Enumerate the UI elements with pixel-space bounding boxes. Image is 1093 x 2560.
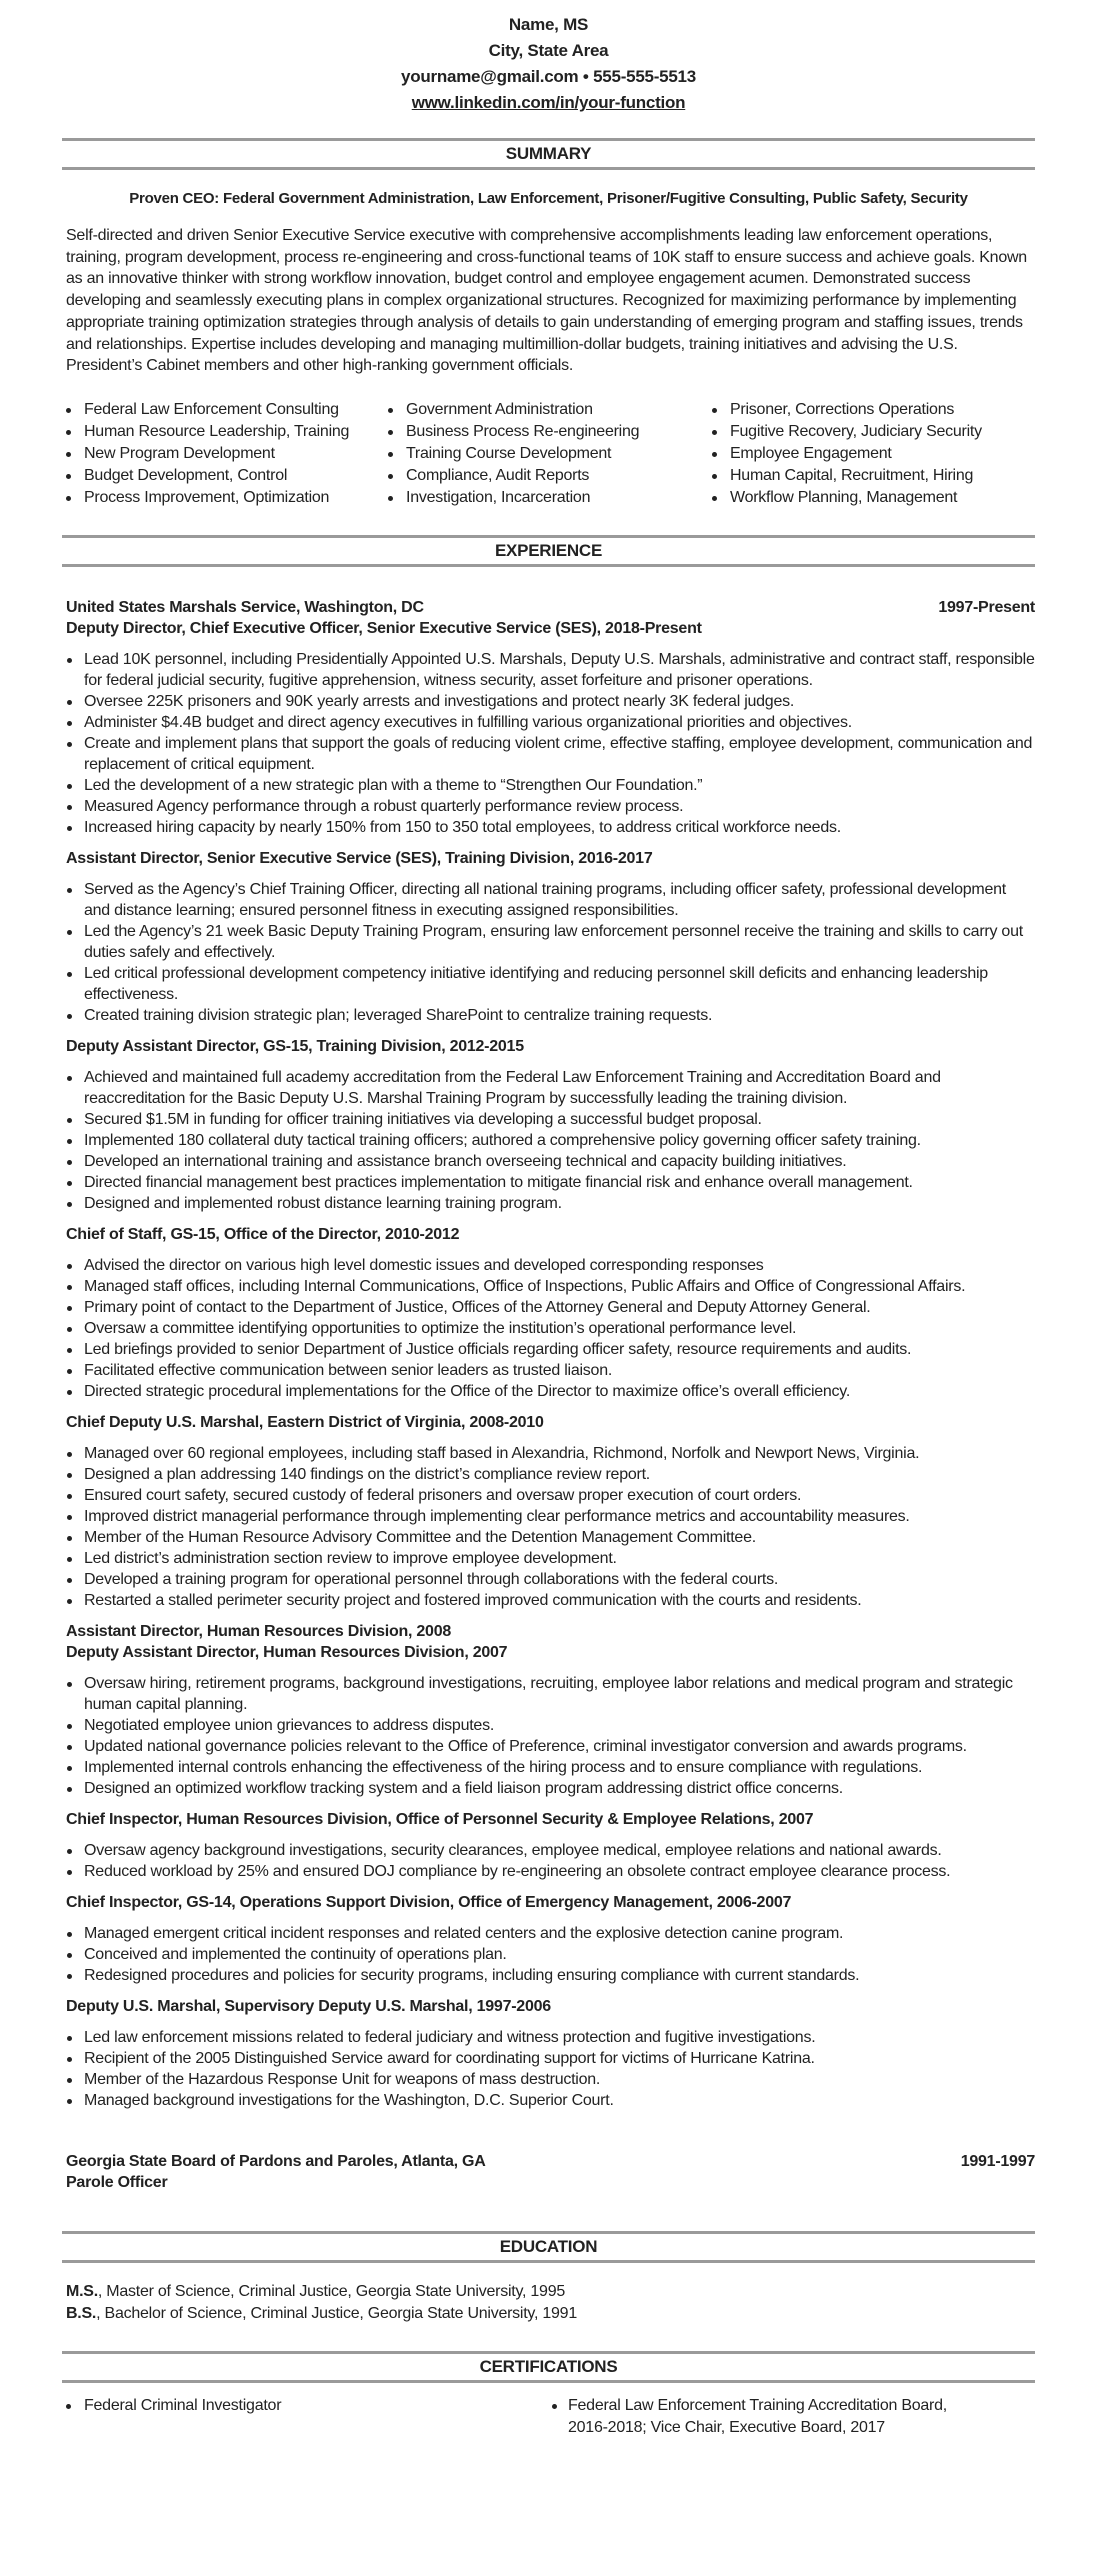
bullet-item: Oversaw agency background investigations, security clearances, employee medical, employee relations and national awards. xyxy=(66,1840,1035,1861)
skills-grid xyxy=(62,399,1035,509)
certification-item: Federal Law Enforcement Training Accreditation Board, 2016-2018; Vice Chair, Executive Board, 2017 xyxy=(552,2395,968,2439)
bullet-item: Created training division strategic plan; leveraged SharePoint to centralize training requests. xyxy=(66,1005,1035,1026)
skill-item: Federal Law Enforcement Consulting xyxy=(62,399,384,421)
bullet-item: Increased hiring capacity by nearly 150% from 150 to 350 total employees, to address critical workforce needs. xyxy=(66,817,1035,838)
skill-item: Workflow Planning, Management xyxy=(708,487,1035,509)
role-bullets xyxy=(62,1255,1035,1402)
bullet-item: Secured $1.5M in funding for officer training initiatives via developing a successful budget proposal. xyxy=(66,1109,1035,1130)
skill-item: Government Administration xyxy=(384,399,708,421)
bullet-item: Designed and implemented robust distance learning training program. xyxy=(66,1193,1035,1214)
education-item xyxy=(66,2303,1035,2325)
bullet-item: Led the development of a new strategic plan with a theme to “Strengthen Our Foundation.” xyxy=(66,775,1035,796)
summary-heading: SUMMARY xyxy=(62,138,1035,170)
skill-item: Prisoner, Corrections Operations xyxy=(708,399,1035,421)
role-bullets xyxy=(62,1673,1035,1799)
role-title: Chief of Staff, GS-15, Office of the Director, 2010-2012 xyxy=(66,1225,460,1243)
org-dates: 1997-Present xyxy=(938,598,1035,616)
email[interactable]: yourname@gmail.com xyxy=(401,67,579,86)
bullet-item: Measured Agency performance through a robust quarterly performance review process. xyxy=(66,796,1035,817)
skill-item: Employee Engagement xyxy=(708,443,1035,465)
summary-paragraph: Self-directed and driven Senior Executive Service executive with comprehensive accomplishments leading law enforcement operations, training, program development, process re-engineering and cross-functional teams of 10K staff to ensure success and achieve goals. Known as an innovative thinker with strong workflow innovation, budget control and employee engagement acumen. Demonstrated success developing and seamlessly executing plans in complex organizational structures. Recognized for maximizing performance by implementing appropriate training optimization strategies through analysis of details to gain understanding of emerging program and staffing issues, trends and relationships. Expertise includes developing and managing multimillion-dollar budgets, training initiatives and advising the U.S. President’s Cabinet members and other high-ranking government officials. xyxy=(66,227,1027,375)
role-bullets xyxy=(62,2027,1035,2111)
bullet-item: Ensured court safety, secured custody of federal prisoners and oversaw proper execution of court orders. xyxy=(66,1485,1035,1506)
bullet-item: Member of the Hazardous Response Unit for weapons of mass destruction. xyxy=(66,2069,1035,2090)
bullet-item: Led district’s administration section review to improve employee development. xyxy=(66,1548,1035,1569)
skill-item: Human Resource Leadership, Training xyxy=(62,421,384,443)
role-bullets xyxy=(62,1067,1035,1214)
degree: B.S. xyxy=(66,2304,97,2322)
bullet-item: Lead 10K personnel, including Presidentially Appointed U.S. Marshals, Deputy U.S. Marshals, administrative and contract staff, responsible for federal judicial security, fugitive apprehension, witness security, asset forfeiture and prisoner operations. xyxy=(66,649,1035,691)
role-title: Chief Deputy U.S. Marshal, Eastern District of Virginia, 2008-2010 xyxy=(66,1413,544,1431)
bullet-item: Oversee 225K prisoners and 90K yearly arrests and investigations and protect nearly 3K federal judges. xyxy=(66,691,1035,712)
bullet-item: Directed financial management best practices implementation to mitigate financial risk and enhance overall management. xyxy=(66,1172,1035,1193)
certifications-heading: CERTIFICATIONS xyxy=(62,2351,1035,2383)
experience-org-usms xyxy=(62,597,1035,2111)
skills-column xyxy=(384,399,708,509)
bullet-item: Led law enforcement missions related to federal judiciary and witness protection and fugitive investigations. xyxy=(66,2027,1035,2048)
bullet-item: Negotiated employee union grievances to address disputes. xyxy=(66,1715,1035,1736)
education-item xyxy=(66,2281,1035,2303)
role-title: Deputy Assistant Director, Human Resources Division, 2007 xyxy=(66,1643,508,1661)
bullet-item: Managed staff offices, including Internal Communications, Office of Inspections, Public Affairs and Office of Congressional Affairs. xyxy=(66,1276,1035,1297)
role-block xyxy=(62,1621,1035,1799)
skill-item: New Program Development xyxy=(62,443,384,465)
contact-line xyxy=(62,64,1035,90)
resume-header xyxy=(62,0,1035,116)
role-block xyxy=(62,618,1035,838)
bullet-item: Primary point of contact to the Department of Justice, Offices of the Attorney General and Deputy Attorney General. xyxy=(66,1297,1035,1318)
degree-detail: , Master of Science, Criminal Justice, Georgia State University, 1995 xyxy=(97,2282,565,2300)
bullet-item: Improved district managerial performance through implementing clear performance metrics and accountability measures. xyxy=(66,1506,1035,1527)
bullet-item: Oversaw hiring, retirement programs, background investigations, recruiting, employee labor relations and medical program and strategic human capital planning. xyxy=(66,1673,1035,1715)
org-dates: 1991-1997 xyxy=(960,2152,1035,2170)
skill-item: Fugitive Recovery, Judiciary Security xyxy=(708,421,1035,443)
role-bullets xyxy=(62,1923,1035,1986)
org-name: Georgia State Board of Pardons and Paroles, Atlanta, GA xyxy=(66,2152,486,2170)
role-bullets xyxy=(62,1840,1035,1882)
role-bullets xyxy=(62,1443,1035,1611)
role-block xyxy=(62,1224,1035,1402)
role-block xyxy=(62,848,1035,1026)
skill-item: Training Course Development xyxy=(384,443,708,465)
bullet-item: Redesigned procedures and policies for security programs, including ensuring compliance with current standards. xyxy=(66,1965,1035,1986)
bullet-item: Directed strategic procedural implementations for the Office of the Director to maximize office’s overall efficiency. xyxy=(66,1381,1035,1402)
certification-item: Federal Criminal Investigator xyxy=(62,2395,552,2417)
skill-item: Investigation, Incarceration xyxy=(384,487,708,509)
bullet-item: Managed over 60 regional employees, including staff based in Alexandria, Richmond, Norfolk and Newport News, Virginia. xyxy=(66,1443,1035,1464)
bullet-item: Designed a plan addressing 140 findings on the district’s compliance review report. xyxy=(66,1464,1035,1485)
bullet-item: Recipient of the 2005 Distinguished Service award for coordinating support for victims of Hurricane Katrina. xyxy=(66,2048,1035,2069)
bullet-item: Updated national governance policies relevant to the Office of Preference, criminal investigator conversion and awards programs. xyxy=(66,1736,1035,1757)
role-title: Deputy Director, Chief Executive Officer, Senior Executive Service (SES), 2018-Present xyxy=(66,619,702,637)
bullet-item: Administer $4.4B budget and direct agency executives in fulfilling various organizational priorities and objectives. xyxy=(66,712,1035,733)
role-title: Deputy Assistant Director, GS-15, Training Division, 2012-2015 xyxy=(66,1037,524,1055)
separator: • xyxy=(582,67,589,86)
bullet-item: Led briefings provided to senior Department of Justice officials regarding officer safety, resource requirements and audits. xyxy=(66,1339,1035,1360)
linkedin-link[interactable]: www.linkedin.com/in/your-function xyxy=(411,93,686,112)
skill-item: Human Capital, Recruitment, Hiring xyxy=(708,465,1035,487)
role-bullets xyxy=(62,649,1035,838)
bullet-item: Reduced workload by 25% and ensured DOJ compliance by re-engineering an obsolete contract employee clearance process. xyxy=(66,1861,1035,1882)
degree-detail: , Bachelor of Science, Criminal Justice, Georgia State University, 1991 xyxy=(96,2304,577,2322)
experience-heading: EXPERIENCE xyxy=(62,535,1035,567)
role-bullets xyxy=(62,879,1035,1026)
bullet-item: Managed background investigations for the Washington, D.C. Superior Court. xyxy=(66,2090,1035,2111)
bullet-item: Implemented internal controls enhancing the effectiveness of the hiring process and to ensure compliance with regulations. xyxy=(66,1757,1035,1778)
bullet-item: Designed an optimized workflow tracking system and a field liaison program addressing district office concerns. xyxy=(66,1778,1035,1799)
role-block xyxy=(62,1996,1035,2111)
skills-column xyxy=(62,399,384,509)
bullet-item: Served as the Agency’s Chief Training Officer, directing all national training programs, including officer safety, professional development and distance learning; ensured personnel fitness in executing assigned responsibilities. xyxy=(66,879,1035,921)
education-list xyxy=(66,2281,1035,2325)
role-title: Deputy U.S. Marshal, Supervisory Deputy U.S. Marshal, 1997-2006 xyxy=(66,1997,551,2015)
education-heading: EDUCATION xyxy=(62,2231,1035,2263)
candidate-name: Name, MS xyxy=(508,15,589,34)
skill-item: Budget Development, Control xyxy=(62,465,384,487)
bullet-item: Implemented 180 collateral duty tactical training officers; authored a comprehensive policy governing officer safety training. xyxy=(66,1130,1035,1151)
bullet-item: Advised the director on various high level domestic issues and developed corresponding responses xyxy=(66,1255,1035,1276)
bullet-item: Create and implement plans that support the goals of reducing violent crime, effective staffing, employee development, communication and replacement of critical equipment. xyxy=(66,733,1035,775)
skill-item: Process Improvement, Optimization xyxy=(62,487,384,509)
phone: 555-555-5513 xyxy=(593,67,696,86)
certifications-list xyxy=(62,2395,1035,2439)
bullet-item: Facilitated effective communication between senior leaders as trusted liaison. xyxy=(66,1360,1035,1381)
bullet-item: Led the Agency’s 21 week Basic Deputy Training Program, ensuring law enforcement personnel receive the training and skills to carry out duties safely and effectively. xyxy=(66,921,1035,963)
experience-org-georgia xyxy=(62,2151,1035,2193)
skill-item: Compliance, Audit Reports xyxy=(384,465,708,487)
bullet-item: Restarted a stalled perimeter security project and fostered improved communication with the courts and residents. xyxy=(66,1590,1035,1611)
role-title: Chief Inspector, Human Resources Division, Office of Personnel Security & Employee Relations, 2007 xyxy=(66,1810,814,1828)
summary-tagline: Proven CEO: Federal Government Administration, Law Enforcement, Prisoner/Fugitive Consulting, Public Safety, Security xyxy=(129,190,968,207)
bullet-item: Managed emergent critical incident responses and related centers and the explosive detection canine program. xyxy=(66,1923,1035,1944)
bullet-item: Developed an international training and assistance branch overseeing technical and capacity building initiatives. xyxy=(66,1151,1035,1172)
role-block xyxy=(62,1892,1035,1986)
org-name: United States Marshals Service, Washington, DC xyxy=(66,598,424,616)
role-block xyxy=(62,1036,1035,1214)
bullet-item: Developed a training program for operational personnel through collaborations with the federal courts. xyxy=(66,1569,1035,1590)
degree: M.S. xyxy=(66,2282,98,2300)
bullet-item: Oversaw a committee identifying opportunities to optimize the institution’s operational performance level. xyxy=(66,1318,1035,1339)
bullet-item: Achieved and maintained full academy accreditation from the Federal Law Enforcement Training and Accreditation Board and reaccreditation for the Basic Deputy U.S. Marshal Training Program by successfully leading the training division. xyxy=(66,1067,1035,1109)
bullet-item: Member of the Human Resource Advisory Committee and the Detention Management Committee. xyxy=(66,1527,1035,1548)
location: City, State Area xyxy=(488,41,609,60)
role-block xyxy=(62,1412,1035,1611)
role-title: Parole Officer xyxy=(66,2173,168,2191)
role-title: Chief Inspector, GS-14, Operations Support Division, Office of Emergency Management, 2006-2007 xyxy=(66,1893,792,1911)
role-block xyxy=(62,1809,1035,1882)
role-title: Assistant Director, Senior Executive Service (SES), Training Division, 2016-2017 xyxy=(66,849,653,867)
skill-item: Business Process Re-engineering xyxy=(384,421,708,443)
bullet-item: Conceived and implemented the continuity of operations plan. xyxy=(66,1944,1035,1965)
bullet-item: Led critical professional development competency initiative identifying and reducing personnel skill deficits and enhancing leadership effectiveness. xyxy=(66,963,1035,1005)
skills-column xyxy=(708,399,1035,509)
role-title: Assistant Director, Human Resources Division, 2008 xyxy=(66,1622,451,1640)
